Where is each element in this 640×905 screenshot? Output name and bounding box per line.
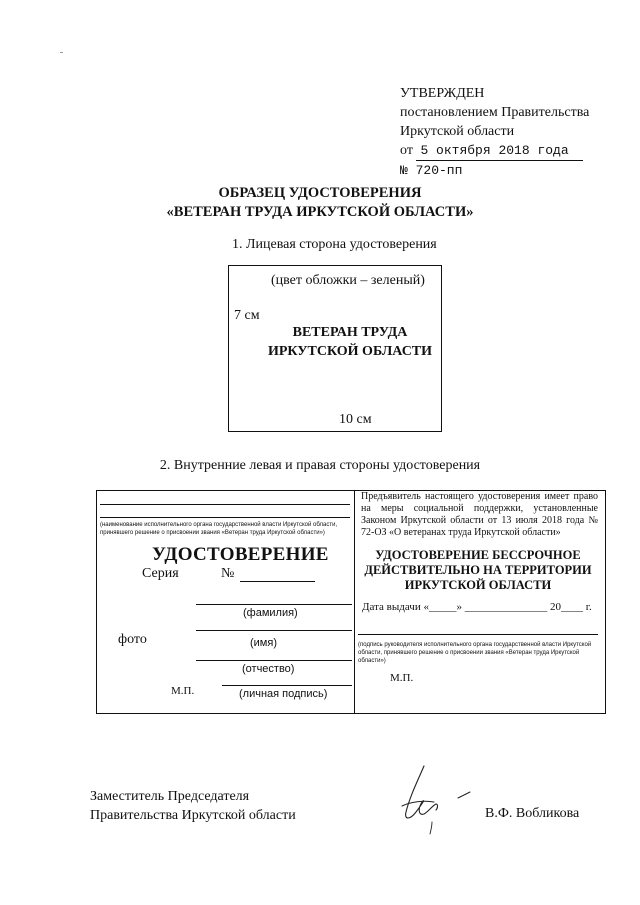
issue-date: Дата выдачи «_____» _______________ 20____ г. bbox=[362, 601, 592, 613]
document-title-line2: «ВЕТЕРАН ТРУДА ИРКУТСКОЙ ОБЛАСТИ» bbox=[166, 204, 474, 220]
validity-title-line3: ИРКУТСКОЙ ОБЛАСТИ bbox=[404, 578, 552, 592]
approval-block bbox=[400, 84, 589, 180]
photo-placeholder: фото bbox=[118, 632, 147, 647]
approval-line2: постановлением Правительства bbox=[400, 105, 590, 120]
first-name-line bbox=[196, 630, 352, 631]
surname-line bbox=[196, 604, 352, 605]
signatory-position bbox=[90, 787, 296, 825]
series-label: Серия bbox=[142, 566, 179, 581]
approval-date bbox=[400, 141, 589, 161]
patronymic-label: (отчество) bbox=[242, 663, 295, 675]
official-signature-line bbox=[358, 634, 598, 635]
org-name-line-1 bbox=[100, 504, 350, 505]
signatory-position-line1: Заместитель Председателя bbox=[90, 789, 250, 804]
number-line bbox=[240, 581, 315, 582]
approval-date-value: 5 октября 2018 года bbox=[416, 141, 582, 161]
center-fold-divider bbox=[354, 490, 355, 714]
scan-mark bbox=[60, 52, 63, 53]
document-title bbox=[0, 184, 640, 222]
approval-date-prefix: от bbox=[400, 143, 413, 158]
holder-rights-text: Предъявитель настоящего удостоверения имеет право на меры социальной поддержки, установленные Законом Иркутской области от 13 июля 2018 года № 72-ОЗ «О ветеранах труда Иркутской области» bbox=[361, 491, 598, 538]
validity-title-line1: УДОСТОВЕРЕНИЕ БЕССРОЧНОЕ bbox=[375, 548, 581, 562]
front-title bbox=[260, 323, 440, 361]
front-title-line2: ИРКУТСКОЙ ОБЛАСТИ bbox=[267, 344, 433, 359]
document-title-line1: ОБРАЗЕЦ УДОСТОВЕРЕНИЯ bbox=[218, 185, 422, 201]
validity-title-line2: ДЕЙСТВИТЕЛЬНО НА ТЕРРИТОРИИ bbox=[364, 563, 592, 577]
section2-heading: 2. Внутренние левая и правая стороны удостоверения bbox=[159, 458, 481, 473]
height-label: 7 см bbox=[234, 308, 260, 323]
signatory-name: В.Ф. Вобликова bbox=[485, 806, 580, 821]
number-label: № bbox=[221, 566, 235, 581]
patronymic-line bbox=[196, 660, 352, 661]
stamp-label-left: М.П. bbox=[171, 685, 195, 697]
signature-label: (личная подпись) bbox=[239, 688, 328, 700]
approval-number: № 720-пп bbox=[400, 163, 463, 178]
official-signature-note: (подпись руководителя исполнительного органа государственной власти Иркутской области, принявшего решение о присвоении звания «Ветеран труда Иркутской области») bbox=[358, 642, 592, 664]
cover-color-note: (цвет обложки – зеленый) bbox=[271, 273, 425, 288]
handwritten-signature bbox=[388, 762, 478, 837]
signature-line bbox=[222, 685, 352, 686]
org-name-line-2 bbox=[100, 517, 350, 518]
front-title-line1: ВЕТЕРАН ТРУДА bbox=[292, 325, 408, 340]
validity-title bbox=[358, 548, 598, 593]
signatory-position-line2: Правительства Иркутской области bbox=[90, 808, 296, 823]
org-name-note: (наименование исполнительного органа государственной власти Иркутской области, принявшего решение о присвоении звания «Ветеран труда Иркутской области») bbox=[100, 522, 338, 536]
width-label: 10 см bbox=[339, 412, 372, 427]
approval-line1: УТВЕРЖДЕН bbox=[400, 86, 485, 101]
certificate-title: УДОСТОВЕРЕНИЕ bbox=[152, 544, 329, 565]
first-name-label: (имя) bbox=[250, 637, 277, 649]
approval-line3: Иркутской области bbox=[400, 124, 515, 139]
surname-label: (фамилия) bbox=[243, 607, 298, 619]
stamp-label-right: М.П. bbox=[390, 672, 414, 684]
section1-heading: 1. Лицевая сторона удостоверения bbox=[232, 237, 437, 252]
